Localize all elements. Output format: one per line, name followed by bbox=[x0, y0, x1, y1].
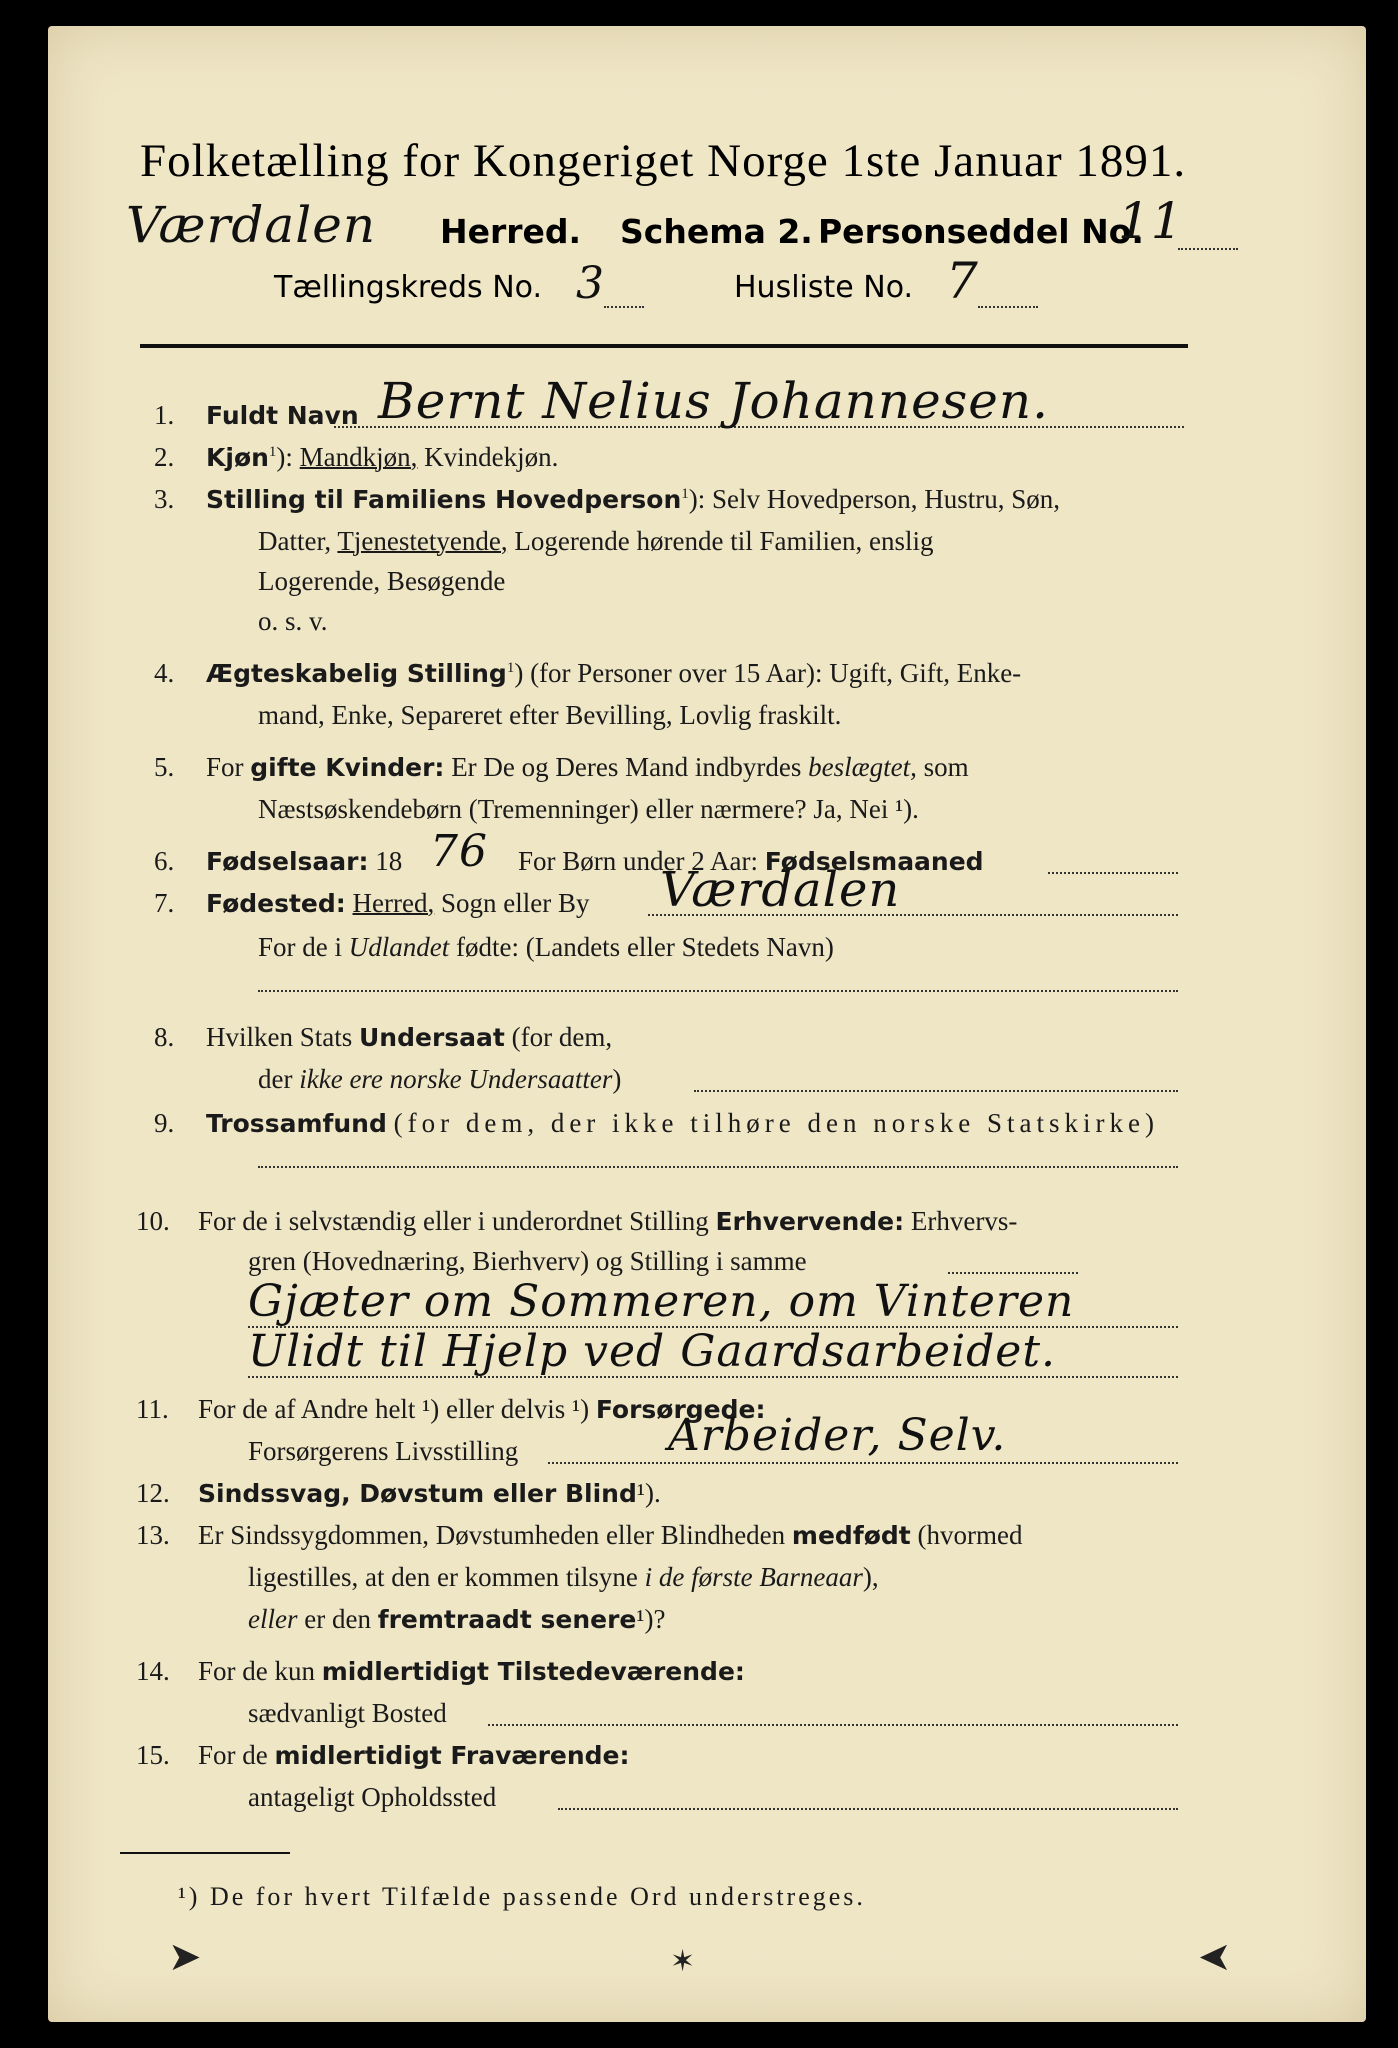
q6-dots bbox=[1048, 872, 1178, 874]
herred-label: Herred. bbox=[440, 212, 582, 251]
q13-number: 13. bbox=[136, 1520, 170, 1550]
q7-dots bbox=[648, 914, 1178, 916]
header-rule bbox=[140, 344, 1188, 348]
form-title: Folketælling for Kongeriget Norge 1ste Januar 1891. bbox=[140, 135, 1187, 187]
q10-number: 10. bbox=[136, 1206, 170, 1236]
q7-line2: For de i Udlandet fødte: (Landets eller Stedets Navn) bbox=[258, 932, 834, 962]
q5-line1: For gifte Kvinder: Er De og Deres Mand indbyrdes beslægtet, som bbox=[206, 752, 969, 782]
q9-number: 9. bbox=[154, 1108, 175, 1138]
q5-line2: Næstsøskendebørn (Tremenninger) eller nærmere? Ja, Nei ¹). bbox=[258, 794, 919, 824]
q3-line4: o. s. v. bbox=[258, 606, 328, 636]
q10-line2: gren (Hovednæring, Bierhverv) og Stilling i samme bbox=[248, 1246, 807, 1276]
q8-number: 8. bbox=[154, 1022, 175, 1052]
q10-answer-2: Ulidt til Hjelp ved Gaardsarbeidet. bbox=[248, 1326, 1057, 1377]
q5-number: 5. bbox=[154, 752, 175, 782]
q15-number: 15. bbox=[136, 1740, 170, 1770]
schema-label: Schema 2. bbox=[620, 212, 813, 251]
personseddel-label: Personseddel No. bbox=[818, 212, 1144, 251]
q13-line1: Er Sindssygdommen, Døvstumheden eller Blindheden medfødt (hvormed bbox=[198, 1520, 1023, 1550]
pin-mark-left: ➤ bbox=[168, 1934, 202, 1980]
q8-line2: der ikke ere norske Undersaatter) bbox=[258, 1064, 622, 1094]
husliste-dots bbox=[978, 306, 1038, 308]
q8-dots bbox=[694, 1090, 1178, 1092]
q6-number: 6. bbox=[154, 846, 175, 876]
q3-line3: Logerende, Besøgende bbox=[258, 566, 506, 596]
q4-number: 4. bbox=[154, 658, 175, 688]
q12-line1: Sindssvag, Døvstum eller Blind¹). bbox=[198, 1478, 661, 1508]
q9-dots bbox=[258, 1166, 1178, 1168]
q14-dots bbox=[488, 1724, 1178, 1726]
footnote: ¹) De for hvert Tilfælde passende Ord understreges. bbox=[178, 1882, 866, 1911]
q1-number: 1. bbox=[154, 400, 175, 430]
q15-dots bbox=[558, 1808, 1178, 1810]
q10-line1: For de i selvstændig eller i underordnet Stilling Erhvervende: Erhvervs- bbox=[198, 1206, 1018, 1236]
q6-year-handwritten: 76 bbox=[430, 826, 488, 877]
q7-line1: Fødested: Herred, Sogn eller By bbox=[206, 888, 590, 918]
q7-dots-2 bbox=[258, 990, 1178, 992]
q12-number: 12. bbox=[136, 1478, 170, 1508]
kreds-dots bbox=[604, 306, 644, 308]
q11-number: 11. bbox=[136, 1394, 169, 1424]
footnote-rule bbox=[120, 1852, 290, 1854]
q4-line2: mand, Enke, Separeret efter Bevilling, Lovlig fraskilt. bbox=[258, 700, 842, 730]
q14-line2: sædvanligt Bosted bbox=[248, 1698, 447, 1728]
q15-line2: antageligt Opholdssted bbox=[248, 1782, 497, 1812]
q11-line2: Forsørgerens Livsstilling bbox=[248, 1436, 519, 1466]
husliste-label: Husliste No. bbox=[734, 270, 914, 305]
q6-label: Fødselsaar: 18 bbox=[206, 846, 403, 876]
q10-answer-1: Gjæter om Sommeren, om Vinteren bbox=[248, 1276, 1075, 1327]
q7-answer: Værdalen bbox=[660, 862, 901, 918]
personseddel-dots bbox=[1178, 248, 1238, 250]
q8-line1: Hvilken Stats Undersaat (for dem, bbox=[206, 1022, 613, 1052]
q1-label: Fuldt Navn bbox=[206, 401, 359, 430]
q13-line3: eller er den fremtraadt senere¹)? bbox=[248, 1604, 666, 1634]
kreds-label: Tællingskreds No. bbox=[274, 270, 542, 305]
husliste-number: 7 bbox=[946, 252, 979, 310]
q2-number: 2. bbox=[154, 442, 175, 472]
q3-line2: Datter, Tjenestetyende, Logerende hørende til Familien, enslig bbox=[258, 526, 934, 556]
q11-line1: For de af Andre helt ¹) eller delvis ¹) Forsørgede: bbox=[198, 1394, 766, 1424]
q2-text: Kjøn$^1$): Mandkjøn, Kvindekjøn. bbox=[206, 442, 559, 472]
q1-answer: Bernt Nelius Johannesen. bbox=[378, 372, 1049, 430]
q3-number: 3. bbox=[154, 484, 175, 514]
q9-line1: Trossamfund (for dem, der ikke tilhøre den norske Statskirke) bbox=[206, 1108, 1159, 1138]
pin-mark-right: ➤ bbox=[1198, 1934, 1232, 1980]
q11-answer: Arbeider, Selv. bbox=[668, 1410, 1007, 1461]
q14-number: 14. bbox=[136, 1656, 170, 1686]
q6-rest: For Børn under 2 Aar: Fødselsmaaned bbox=[518, 846, 984, 876]
q13-line2: ligestilles, at den er kommen tilsyne i de første Barneaar), bbox=[248, 1562, 879, 1592]
q7-number: 7. bbox=[154, 888, 175, 918]
q11-dots bbox=[548, 1462, 1178, 1464]
kreds-number: 3 bbox=[576, 258, 605, 309]
q4-line1: Ægteskabelig Stilling$^1$) (for Personer over 15 Aar): Ugift, Gift, Enke- bbox=[206, 658, 1022, 688]
personseddel-number: 11 bbox=[1118, 192, 1184, 250]
q10-dots-1 bbox=[948, 1272, 1078, 1274]
q3-line1: Stilling til Familiens Hovedperson$^1$): Selv Hovedperson, Hustru, Søn, bbox=[206, 484, 1061, 514]
herred-handwritten: Værdalen bbox=[126, 196, 377, 254]
q14-line1: For de kun midlertidigt Tilstedeværende: bbox=[198, 1656, 745, 1686]
census-form bbox=[48, 26, 1366, 2022]
q10-dots-3 bbox=[248, 1376, 1178, 1378]
q15-line1: For de midlertidigt Fraværende: bbox=[198, 1740, 630, 1770]
pin-mark-center: ✶ bbox=[670, 1944, 696, 1979]
